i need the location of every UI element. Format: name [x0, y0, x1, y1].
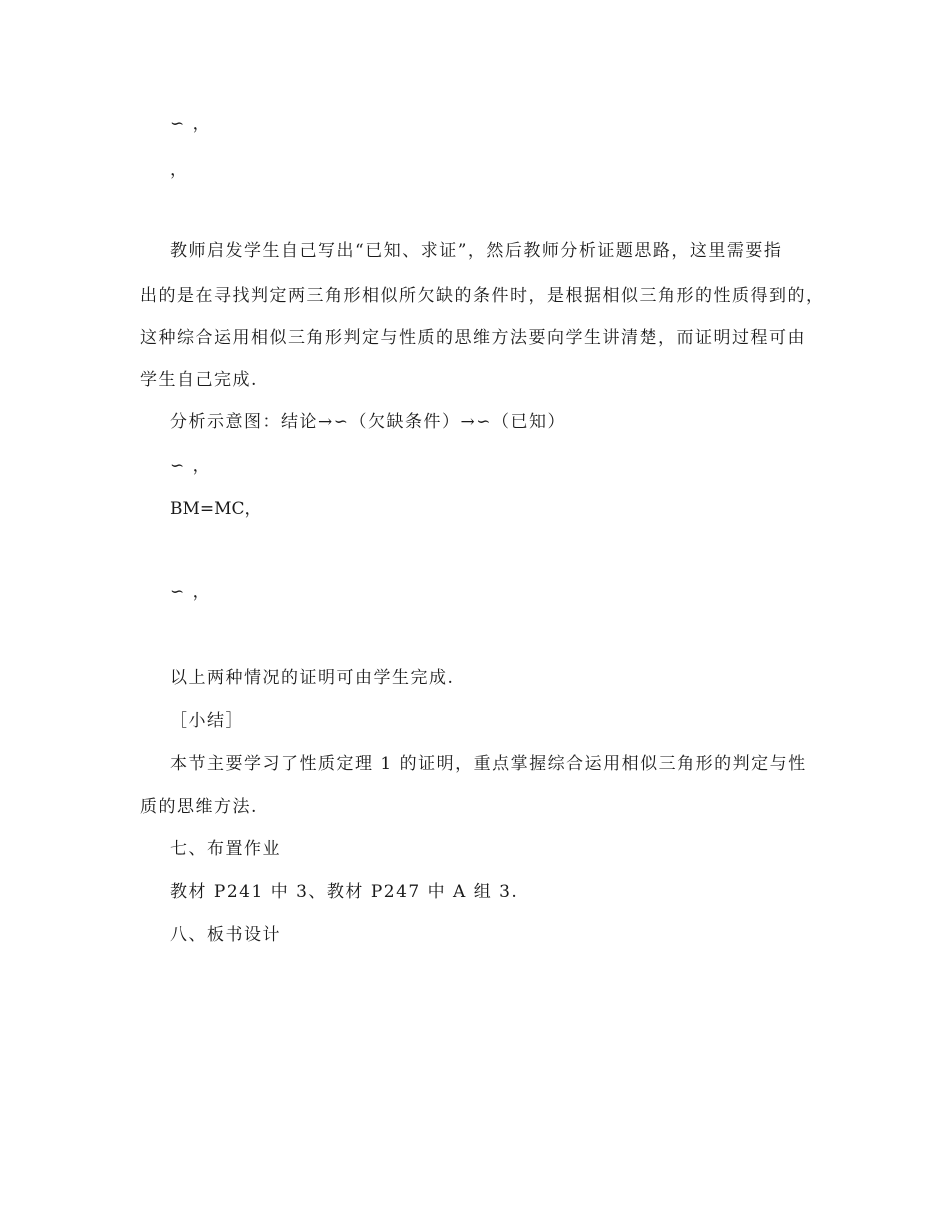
comma-line: ， — [170, 160, 189, 180]
proof-completion-note: 以上两种情况的证明可由学生完成. — [170, 668, 455, 688]
analysis-diagram-line: 分析示意图：结论→∽（欠缺条件）→∽（已知） — [170, 412, 566, 432]
board-design-heading: 八、板书设计 — [170, 925, 281, 945]
homework-heading: 七、布置作业 — [170, 839, 281, 859]
similar-symbol-line-3: ∽ ， — [170, 582, 212, 602]
homework-text: 教材 P241 中 3、教材 P247 中 A 组 3. — [170, 882, 519, 902]
paragraph-teacher-guidance: 教师启发学生自己写出“已知、求证”，然后教师分析证题思路，这里需要指 — [170, 241, 783, 261]
summary-text-cont: 质的思维方法. — [140, 797, 258, 817]
paragraph-teacher-guidance-cont-3: 学生自己完成. — [140, 370, 258, 390]
summary-heading: ［小结］ — [170, 711, 244, 731]
summary-text: 本节主要学习了性质定理 1 的证明，重点掌握综合运用相似三角形的判定与性 — [170, 754, 807, 774]
bm-equals-mc-line: BM=MC， — [170, 499, 262, 519]
paragraph-teacher-guidance-cont-1: 出的是在寻找判定两三角形相似所欠缺的条件时，是根据相似三角形的性质得到的， — [140, 286, 825, 306]
paragraph-teacher-guidance-cont-2: 这种综合运用相似三角形判定与性质的思维方法要向学生讲清楚，而证明过程可由 — [140, 328, 806, 348]
similar-symbol-line-1: ∽ ， — [170, 114, 212, 134]
similar-symbol-line-2: ∽ ， — [170, 456, 212, 476]
